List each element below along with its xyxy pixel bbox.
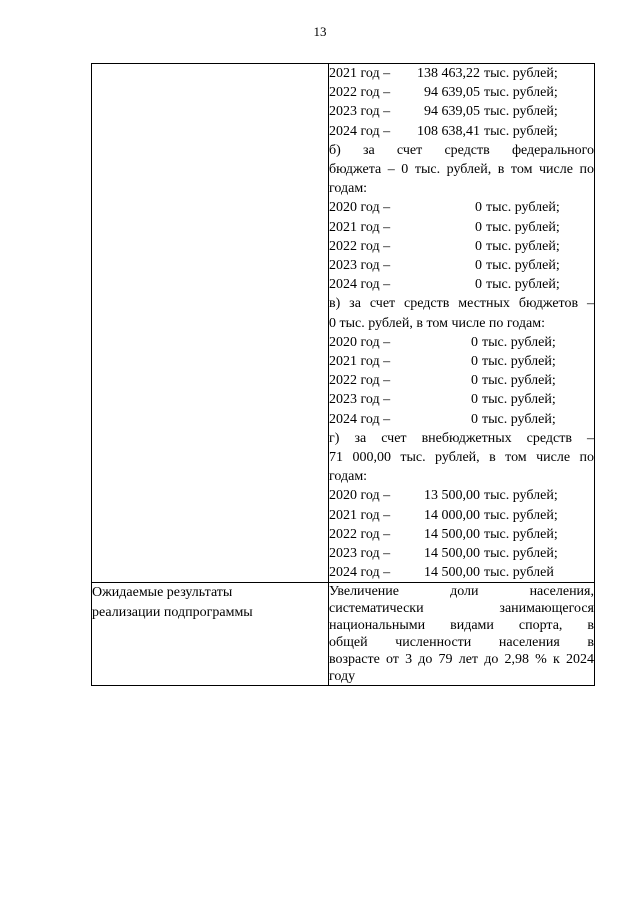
- extrabudgetary-heading-line: 71 000,00 тыс. рублей, в том числе по: [329, 450, 594, 466]
- page-number: 13: [313, 24, 327, 39]
- funding-year-row: 2023 год – 0 тыс. рублей;: [329, 392, 556, 408]
- local-funding-block: [329, 294, 594, 428]
- regional-funding-rows: [329, 64, 594, 141]
- results-label-line: Ожидаемые результаты: [92, 585, 233, 601]
- funding-year-row: 2020 год – 0 тыс. рублей;: [329, 200, 560, 216]
- funding-year-row: 2022 год – 14 500,00 тыс. рублей;: [329, 526, 558, 542]
- results-text-cell: [329, 583, 595, 686]
- extrabudgetary-heading-line: г) за счет внебюджетных средств –: [329, 430, 594, 446]
- results-text-line: возрасте от 3 до 79 лет до 2,98 % к 2024: [329, 652, 594, 668]
- funding-year-row: 2024 год – 0 тыс. рублей;: [329, 277, 560, 293]
- results-text-line: году: [329, 669, 356, 685]
- funding-year-row: 2024 год – 0 тыс. рублей;: [329, 411, 556, 427]
- extrabudgetary-heading-line: годам:: [329, 469, 368, 485]
- funding-year-row: 2022 год – 0 тыс. рублей;: [329, 238, 560, 254]
- funding-year-row: 2023 год – 94 639,05 тыс. рублей;: [329, 104, 558, 120]
- federal-heading-line: бюджета – 0 тыс. рублей, в том числе по: [329, 162, 594, 178]
- funding-year-row: 2022 год – 94 639,05 тыс. рублей;: [329, 85, 558, 101]
- funding-year-row: 2020 год – 13 500,00 тыс. рублей;: [329, 488, 558, 504]
- funding-year-row: 2021 год – 0 тыс. рублей;: [329, 219, 560, 235]
- results-text-line: систематически занимающегося: [329, 601, 594, 617]
- results-label-cell: [92, 583, 329, 686]
- funding-year-row: 2023 год – 0 тыс. рублей;: [329, 258, 560, 274]
- funding-year-row: 2023 год – 14 500,00 тыс. рублей;: [329, 546, 558, 562]
- results-text-line: общей численности населения в: [329, 635, 594, 651]
- federal-funding-block: [329, 141, 594, 295]
- local-heading-line: в) за счет средств местных бюджетов –: [329, 296, 594, 312]
- results-label-line: реализации подпрограммы: [92, 604, 253, 620]
- results-row: [92, 583, 595, 686]
- extrabudgetary-funding-block: [329, 429, 594, 583]
- funding-year-row: 2021 год – 138 463,22 тыс. рублей;: [329, 66, 558, 81]
- funding-year-row: 2022 год – 0 тыс. рублей;: [329, 373, 556, 389]
- funding-year-row: 2024 год – 14 500,00 тыс. рублей: [329, 565, 554, 581]
- results-text-line: Увеличение доли населения,: [329, 584, 594, 600]
- funding-row: [92, 64, 595, 583]
- funding-year-row: 2021 год – 0 тыс. рублей;: [329, 354, 556, 370]
- funding-year-row: 2020 год – 0 тыс. рублей;: [329, 334, 556, 350]
- federal-heading-line: б) за счет средств федерального: [329, 142, 594, 158]
- results-text-line: национальными видами спорта, в: [329, 618, 594, 634]
- federal-heading-line: годам:: [329, 181, 368, 197]
- funding-year-row: 2024 год – 108 638,41 тыс. рублей;: [329, 123, 558, 139]
- funding-year-row: 2021 год – 14 000,00 тыс. рублей;: [329, 507, 558, 523]
- funding-content-cell: [329, 64, 595, 583]
- funding-label-cell: [92, 64, 329, 583]
- subprogram-passport-table: [91, 63, 595, 686]
- local-heading-line: 0 тыс. рублей, в том числе по годам:: [329, 315, 545, 331]
